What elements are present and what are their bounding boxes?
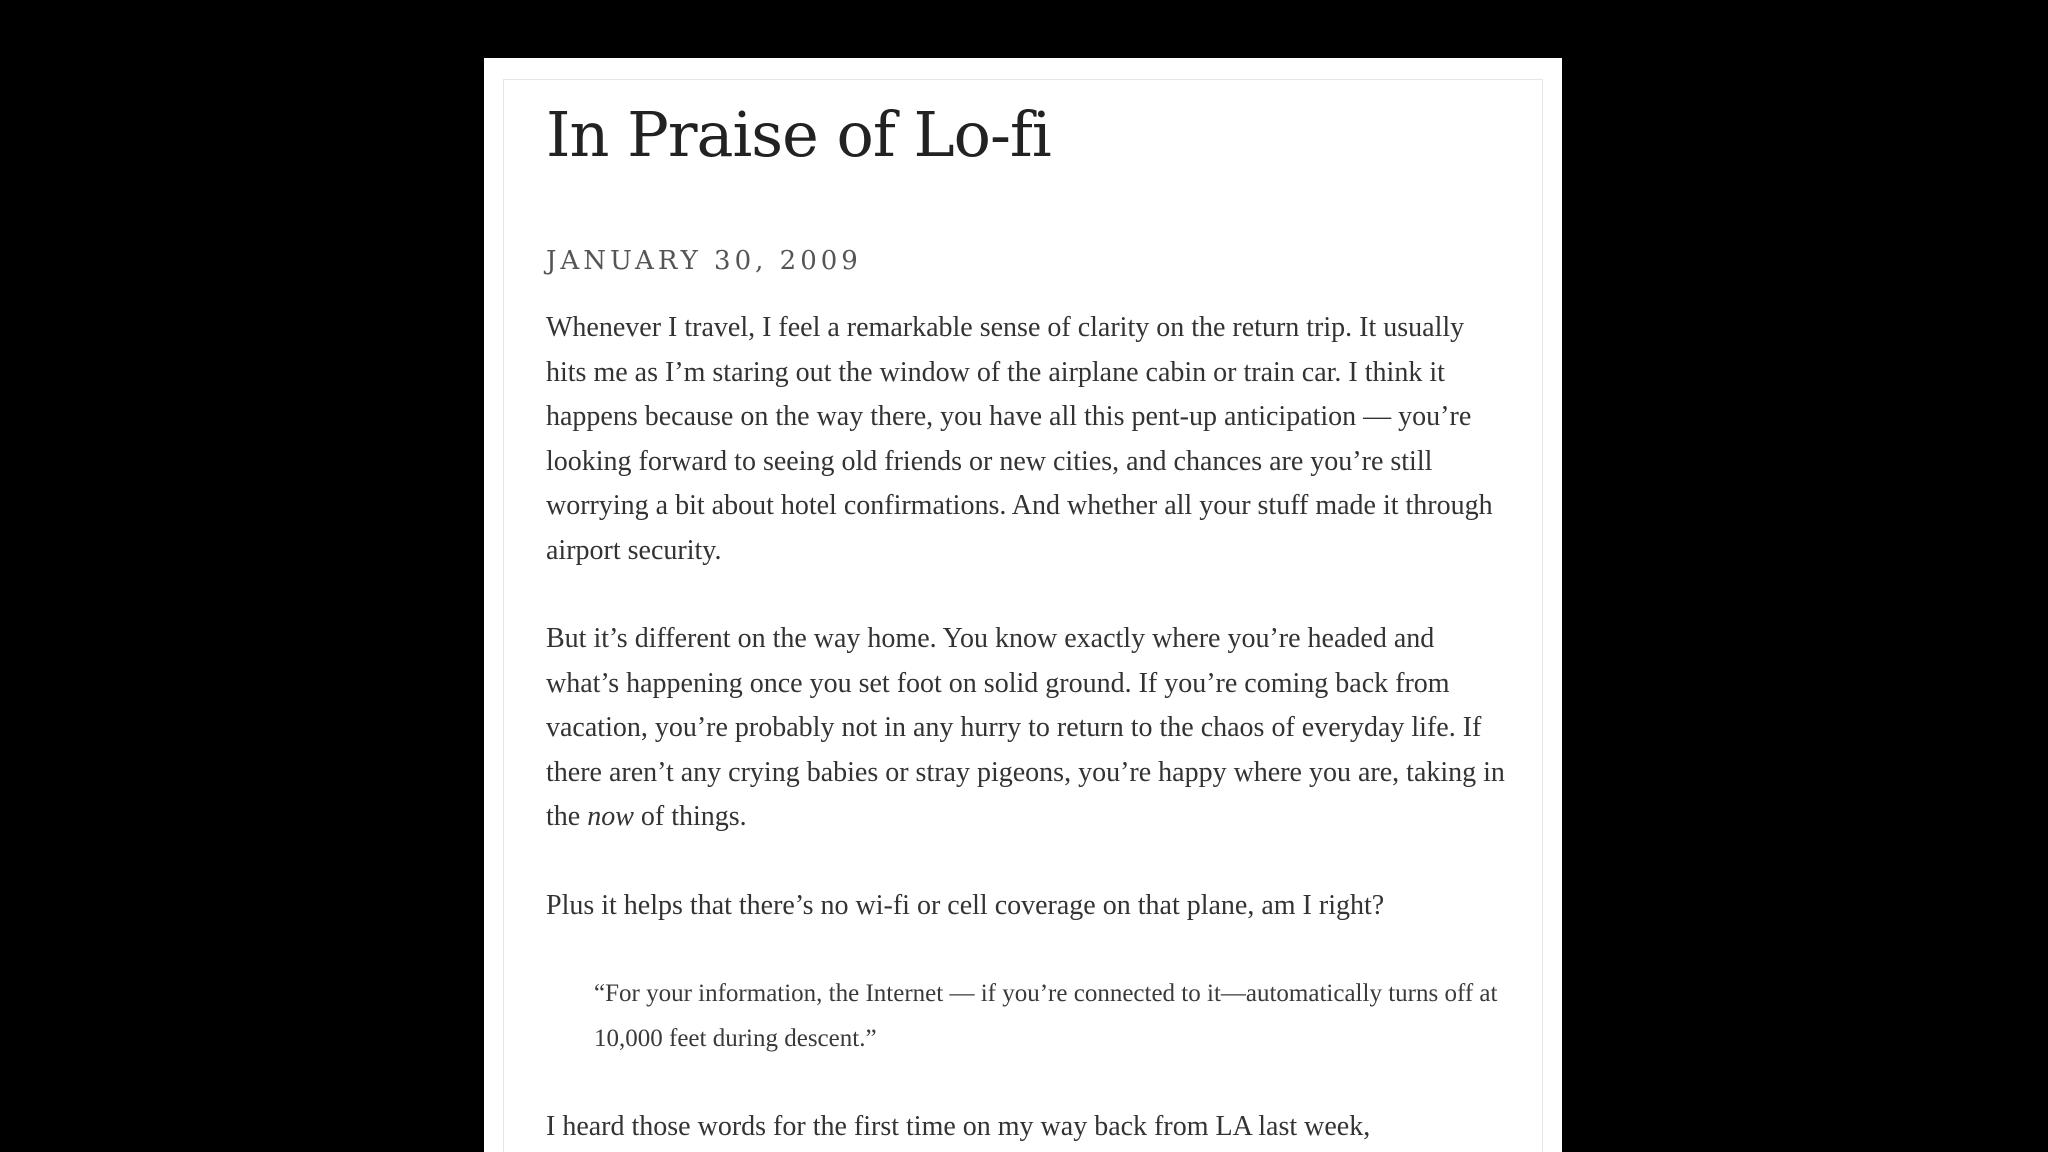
paragraph-2-text-start: But it’s different on the way home. You know exactly where you’re headed and what’s happening once you set foot on solid ground. If you’re coming back from vacation, you’re probably not in any hurry to return to the chaos of everyday life. If there aren’t any crying babies or stray pigeons, you’re happy where you are, taking in the <box>546 623 1505 832</box>
paragraph-2-emphasis: now <box>587 801 634 832</box>
post-card <box>503 79 1543 1152</box>
paragraph-4: I heard those words for the first time on my way back from LA last week, <box>546 1111 1371 1142</box>
post-date: JANUARY 30, 2009 <box>546 246 862 276</box>
paragraph-1: Whenever I travel, I feel a remarkable sense of clarity on the return trip. It usually hits me as I’m staring out the window of the airplane cabin or train car. I think it happens because on the way there, you have all this pent-up anticipation — you’re looking forward to seeing old friends or new cities, and chances are you’re still worrying a bit about hotel confirmations. And whether all your stuff made it through airport security. <box>546 312 1493 566</box>
post-body <box>546 306 1506 1152</box>
post-title: In Praise of Lo-fi <box>546 98 1051 171</box>
paragraph-3: Plus it helps that there’s no wi-fi or cell coverage on that plane, am I right? <box>546 889 1385 921</box>
paragraph-2 <box>546 617 1506 840</box>
paragraph-2-text-end: of things. <box>633 801 747 832</box>
blockquote: “For your information, the Internet — if you’re connected to it—automatically turns off at 10,000 feet during descent.” <box>594 980 1498 1052</box>
page-frame <box>484 58 1562 1152</box>
